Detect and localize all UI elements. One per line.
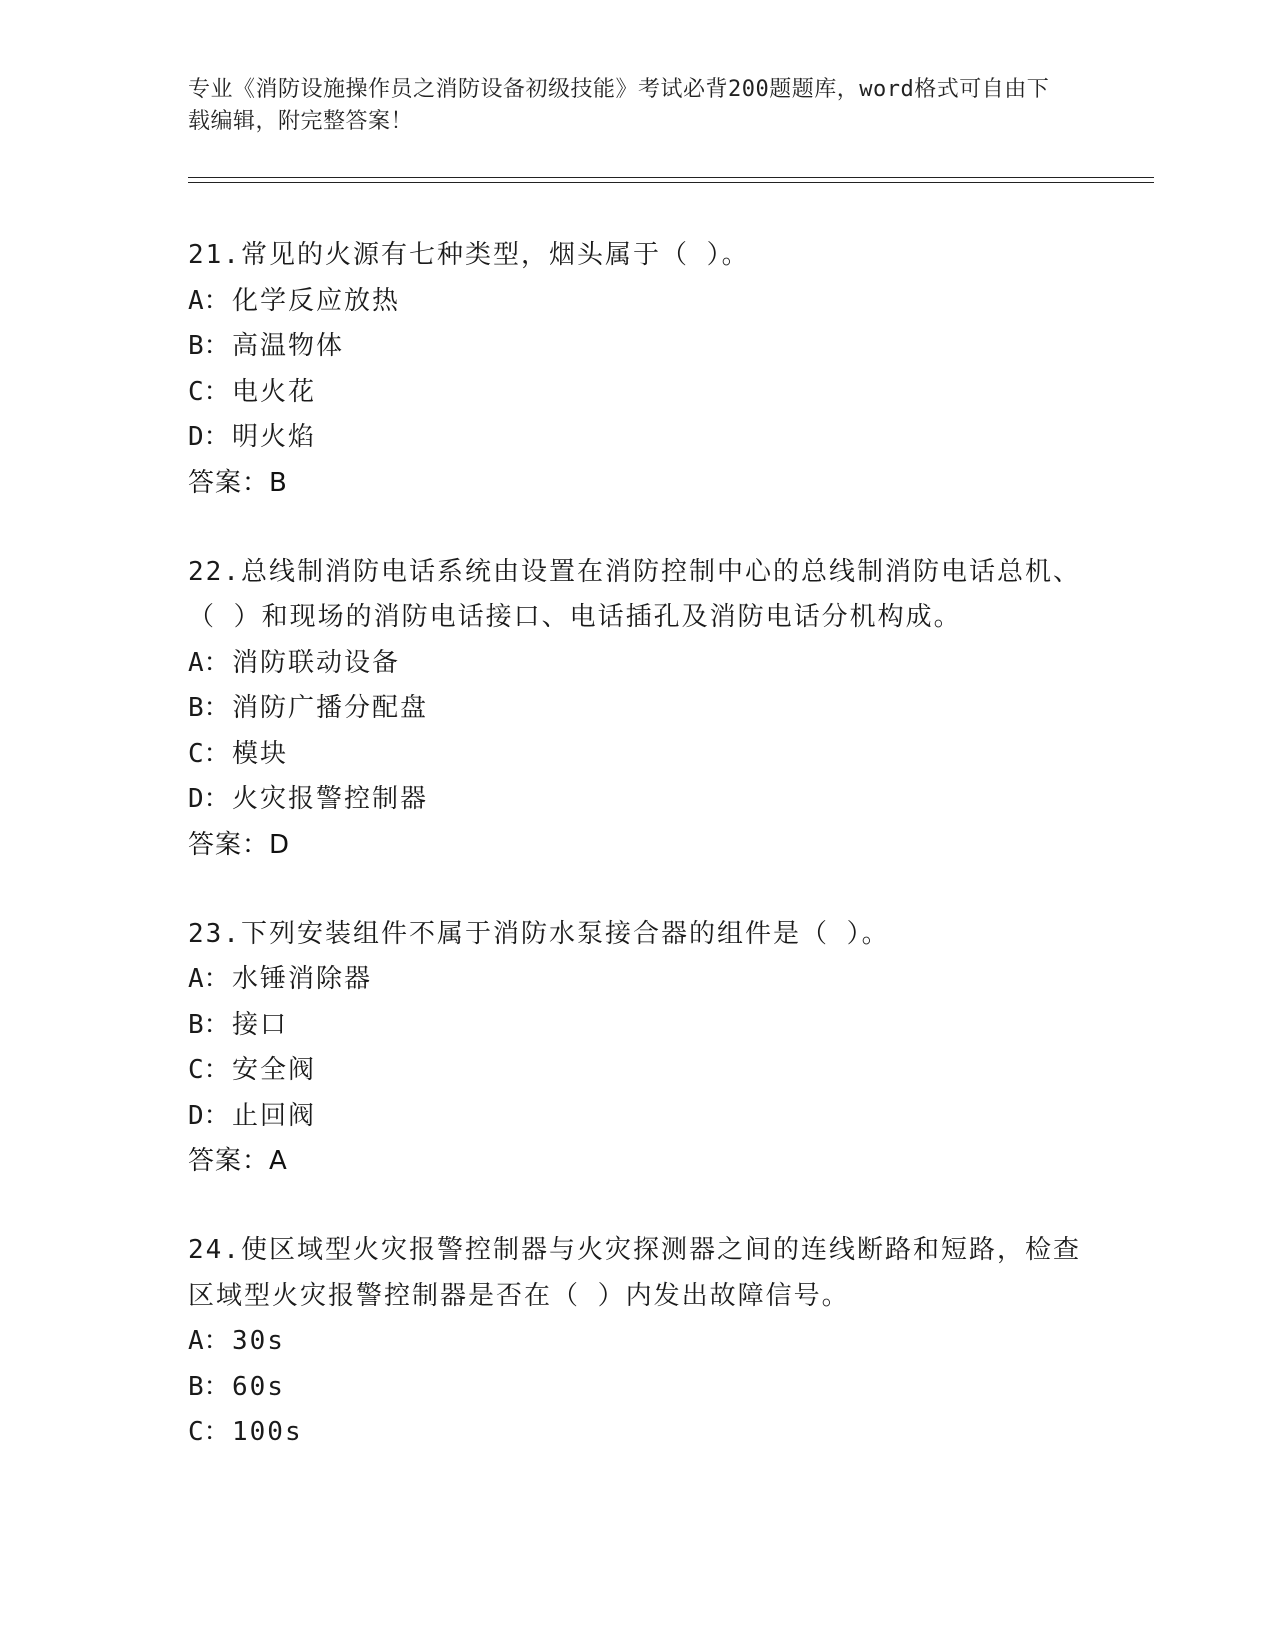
- option-c: [188, 732, 1088, 778]
- option-text: 火灾报警控制器: [232, 784, 429, 814]
- question-stem: 24.使区域型火灾报警控制器与火灾探测器之间的连线断路和短路，检查区域型火灾报警控制器是否在（ ）内发出故障信号。: [188, 1235, 1081, 1311]
- option-key: A：: [188, 285, 230, 316]
- answer-label: 答案：: [188, 467, 270, 498]
- option-key: B：: [188, 1371, 230, 1402]
- option-b: [188, 1365, 1088, 1411]
- answer-value: A: [269, 1146, 288, 1176]
- option-text: 安全阀: [232, 1055, 317, 1085]
- option-c: [188, 370, 1088, 416]
- option-b: [188, 1003, 1088, 1049]
- answer-value: D: [269, 829, 291, 860]
- option-text: 化学反应放热: [232, 285, 401, 316]
- header-divider-bottom: [188, 182, 1154, 183]
- question-stem: 21.常见的火源有七种类型，烟头属于（ ）。: [188, 240, 750, 270]
- question-23: [188, 912, 1088, 1185]
- option-text: 30s: [232, 1326, 285, 1356]
- option-text: 消防广播分配盘: [232, 693, 429, 723]
- answer-label: 答案：: [188, 1146, 270, 1176]
- option-text: 60s: [232, 1371, 285, 1402]
- answer-line: [188, 823, 1088, 868]
- option-key: C：: [188, 1417, 230, 1447]
- option-text: 电火花: [232, 376, 317, 407]
- question-22: [188, 550, 1088, 868]
- option-d: [188, 1094, 1088, 1140]
- option-text: 100s: [232, 1417, 303, 1447]
- option-key: C：: [188, 376, 230, 407]
- question-21: [188, 233, 1088, 506]
- option-text: 止回阀: [232, 1100, 317, 1131]
- question-list: [188, 233, 1088, 1500]
- answer-label: 答案：: [188, 829, 270, 860]
- question-stem: 23.下列安装组件不属于消防水泵接合器的组件是（ ）。: [188, 918, 890, 949]
- option-key: B：: [188, 693, 230, 723]
- option-b: [188, 324, 1088, 370]
- option-key: B：: [188, 1009, 230, 1040]
- option-a: [188, 279, 1088, 325]
- option-text: 模块: [232, 738, 289, 769]
- option-key: D：: [188, 784, 230, 814]
- option-key: C：: [188, 738, 230, 769]
- option-a: [188, 641, 1088, 687]
- question-stem: 22.总线制消防电话系统由设置在消防控制中心的总线制消防电话总机、（ ）和现场的消防电话接口、电话插孔及消防电话分机构成。: [188, 556, 1081, 632]
- option-key: D：: [188, 1100, 230, 1131]
- option-key: A：: [188, 647, 230, 678]
- option-text: 接口: [232, 1009, 289, 1040]
- header-divider-top: [188, 177, 1154, 178]
- option-key: A：: [188, 1326, 230, 1356]
- question-24: [188, 1228, 1088, 1456]
- option-a: [188, 1319, 1088, 1365]
- answer-line: [188, 1139, 1088, 1184]
- option-key: B：: [188, 331, 230, 361]
- option-c: [188, 1048, 1088, 1094]
- document-header: 专业《消防设施操作员之消防设备初级技能》考试必背200题题库，word格式可自由下载编辑，附完整答案！: [188, 77, 1050, 134]
- option-c: [188, 1410, 1088, 1456]
- option-key: C：: [188, 1055, 230, 1085]
- answer-line: [188, 461, 1088, 506]
- option-a: [188, 957, 1088, 1003]
- option-key: A：: [188, 964, 230, 994]
- option-d: [188, 777, 1088, 823]
- option-b: [188, 686, 1088, 732]
- option-text: 消防联动设备: [232, 647, 401, 678]
- answer-value: B: [269, 467, 288, 498]
- option-key: D：: [188, 422, 230, 452]
- option-text: 明火焰: [232, 422, 317, 452]
- option-d: [188, 415, 1088, 461]
- option-text: 水锤消除器: [232, 964, 373, 994]
- option-text: 高温物体: [232, 331, 345, 361]
